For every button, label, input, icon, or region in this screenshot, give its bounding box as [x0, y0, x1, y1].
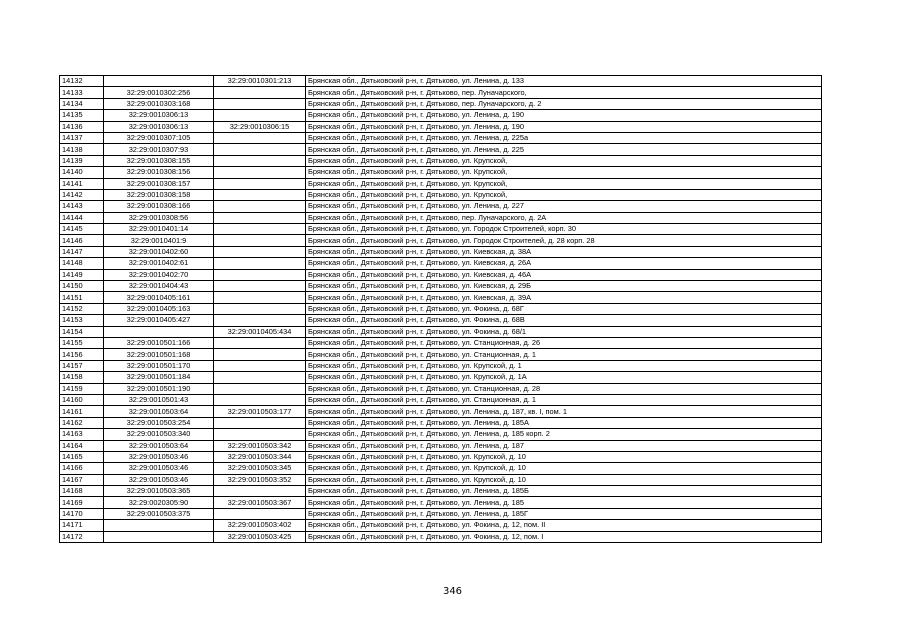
object-cadastral-number-cell — [214, 167, 306, 178]
row-number-cell: 14152 — [60, 303, 104, 314]
cadastral-number-cell: 32:29:0010503:365 — [104, 486, 214, 497]
cadastral-number-cell: 32:29:0010308:166 — [104, 201, 214, 212]
table-row — [60, 383, 822, 394]
address-cell: Брянская обл., Дятьковский р-н, г. Дятьково, ул. Ленина, д. 187, кв. I, пом. 1 — [306, 406, 822, 417]
address-cell: Брянская обл., Дятьковский р-н, г. Дятьково, ул. Крупской, д. 10 — [306, 474, 822, 485]
address-cell: Брянская обл., Дятьковский р-н, г. Дятьково, ул. Крупской, д. 1А — [306, 372, 822, 383]
object-cadastral-number-cell — [214, 360, 306, 371]
object-cadastral-number-cell — [214, 155, 306, 166]
address-cell: Брянская обл., Дятьковский р-н, г. Дятьково, ул. Крупской, д. 10 — [306, 463, 822, 474]
table-row — [60, 246, 822, 257]
cadastral-number-cell: 32:29:0010402:61 — [104, 258, 214, 269]
table-row — [60, 167, 822, 178]
cadastral-number-cell: 32:29:0010405:427 — [104, 315, 214, 326]
property-registry-table — [59, 75, 822, 543]
object-cadastral-number-cell — [214, 349, 306, 360]
table-row — [60, 201, 822, 212]
address-cell: Брянская обл., Дятьковский р-н, г. Дятьково, ул. Ленина, д. 185А — [306, 417, 822, 428]
cadastral-number-cell: 32:29:0010503:46 — [104, 451, 214, 462]
object-cadastral-number-cell: 32:29:0010503:342 — [214, 440, 306, 451]
address-cell: Брянская обл., Дятьковский р-н, г. Дятьково, ул. Крупской, — [306, 167, 822, 178]
table-row — [60, 417, 822, 428]
address-cell: Брянская обл., Дятьковский р-н, г. Дятьково, ул. Ленина, д. 225а — [306, 132, 822, 143]
address-cell: Брянская обл., Дятьковский р-н, г. Дятьково, ул. Городок Строителей, д. 28 корп. 28 — [306, 235, 822, 246]
table-row — [60, 440, 822, 451]
table-row — [60, 406, 822, 417]
row-number-cell: 14148 — [60, 258, 104, 269]
table-row — [60, 372, 822, 383]
row-number-cell: 14164 — [60, 440, 104, 451]
object-cadastral-number-cell: 32:29:0010405:434 — [214, 326, 306, 337]
object-cadastral-number-cell — [214, 235, 306, 246]
address-cell: Брянская обл., Дятьковский р-н, г. Дятьково, ул. Крупской, — [306, 189, 822, 200]
address-cell: Брянская обл., Дятьковский р-н, г. Дятьково, ул. Ленина, д. 133 — [306, 76, 822, 87]
object-cadastral-number-cell — [214, 110, 306, 121]
row-number-cell: 14139 — [60, 155, 104, 166]
row-number-cell: 14169 — [60, 497, 104, 508]
object-cadastral-number-cell: 32:29:0010503:177 — [214, 406, 306, 417]
table-row — [60, 76, 822, 87]
table-row — [60, 121, 822, 132]
row-number-cell: 14147 — [60, 246, 104, 257]
object-cadastral-number-cell: 32:29:0010503:425 — [214, 531, 306, 542]
cadastral-number-cell: 32:29:0010501:168 — [104, 349, 214, 360]
row-number-cell: 14145 — [60, 224, 104, 235]
row-number-cell: 14168 — [60, 486, 104, 497]
table-row — [60, 337, 822, 348]
address-cell: Брянская обл., Дятьковский р-н, г. Дятьково, пер. Луначарского, д. 2А — [306, 212, 822, 223]
cadastral-number-cell: 32:29:0010308:158 — [104, 189, 214, 200]
table-row — [60, 326, 822, 337]
cadastral-number-cell: 32:29:0010307:93 — [104, 144, 214, 155]
address-cell: Брянская обл., Дятьковский р-н, г. Дятьково, ул. Ленина, д. 187 — [306, 440, 822, 451]
table-row — [60, 531, 822, 542]
row-number-cell: 14171 — [60, 520, 104, 531]
cadastral-number-cell: 32:29:0010501:184 — [104, 372, 214, 383]
table-row — [60, 144, 822, 155]
address-cell: Брянская обл., Дятьковский р-н, г. Дятьково, ул. Ленина, д. 227 — [306, 201, 822, 212]
row-number-cell: 14167 — [60, 474, 104, 485]
object-cadastral-number-cell — [214, 337, 306, 348]
cadastral-number-cell — [104, 76, 214, 87]
cadastral-number-cell: 32:29:0010503:46 — [104, 463, 214, 474]
address-cell: Брянская обл., Дятьковский р-н, г. Дятьково, ул. Ленина, д. 185 — [306, 497, 822, 508]
row-number-cell: 14170 — [60, 508, 104, 519]
address-cell: Брянская обл., Дятьковский р-н, г. Дятьково, ул. Станционная, д. 26 — [306, 337, 822, 348]
table-row — [60, 235, 822, 246]
row-number-cell: 14137 — [60, 132, 104, 143]
row-number-cell: 14154 — [60, 326, 104, 337]
cadastral-number-cell: 32:29:0010503:340 — [104, 429, 214, 440]
object-cadastral-number-cell — [214, 201, 306, 212]
address-cell: Брянская обл., Дятьковский р-н, г. Дятьково, ул. Крупской, д. 1 — [306, 360, 822, 371]
object-cadastral-number-cell: 32:29:0010503:345 — [214, 463, 306, 474]
address-cell: Брянская обл., Дятьковский р-н, г. Дятьково, ул. Городок Строителей, корп. 30 — [306, 224, 822, 235]
cadastral-number-cell: 32:29:0010503:46 — [104, 474, 214, 485]
row-number-cell: 14163 — [60, 429, 104, 440]
table-row — [60, 451, 822, 462]
object-cadastral-number-cell — [214, 292, 306, 303]
cadastral-number-cell: 32:29:0010303:168 — [104, 98, 214, 109]
row-number-cell: 14141 — [60, 178, 104, 189]
address-cell: Брянская обл., Дятьковский р-н, г. Дятьково, ул. Ленина, д. 225 — [306, 144, 822, 155]
object-cadastral-number-cell — [214, 258, 306, 269]
address-cell: Брянская обл., Дятьковский р-н, г. Дятьково, ул. Ленина, д. 190 — [306, 110, 822, 121]
cadastral-number-cell: 32:29:0010402:70 — [104, 269, 214, 280]
object-cadastral-number-cell: 32:29:0010503:402 — [214, 520, 306, 531]
row-number-cell: 14144 — [60, 212, 104, 223]
object-cadastral-number-cell — [214, 303, 306, 314]
page-number: 346 — [442, 586, 463, 597]
table-row — [60, 360, 822, 371]
object-cadastral-number-cell — [214, 87, 306, 98]
address-cell: Брянская обл., Дятьковский р-н, г. Дятьково, ул. Крупской, — [306, 155, 822, 166]
address-cell: Брянская обл., Дятьковский р-н, г. Дятьково, ул. Киевская, д. 39А — [306, 292, 822, 303]
table-row — [60, 98, 822, 109]
table-row — [60, 486, 822, 497]
table-row — [60, 394, 822, 405]
address-cell: Брянская обл., Дятьковский р-н, г. Дятьково, ул. Фокина, д. 68Г — [306, 303, 822, 314]
address-cell: Брянская обл., Дятьковский р-н, г. Дятьково, ул. Станционная, д. 1 — [306, 394, 822, 405]
object-cadastral-number-cell — [214, 246, 306, 257]
address-cell: Брянская обл., Дятьковский р-н, г. Дятьково, ул. Станционная, д. 28 — [306, 383, 822, 394]
row-number-cell: 14172 — [60, 531, 104, 542]
cadastral-number-cell: 32:29:0010503:375 — [104, 508, 214, 519]
table-row — [60, 508, 822, 519]
address-cell: Брянская обл., Дятьковский р-н, г. Дятьково, пер. Луначарского, д. 2 — [306, 98, 822, 109]
table-body — [60, 76, 822, 543]
object-cadastral-number-cell — [214, 189, 306, 200]
object-cadastral-number-cell — [214, 417, 306, 428]
object-cadastral-number-cell: 32:29:0010301:213 — [214, 76, 306, 87]
object-cadastral-number-cell — [214, 394, 306, 405]
row-number-cell: 14161 — [60, 406, 104, 417]
address-cell: Брянская обл., Дятьковский р-н, г. Дятьково, пер. Луначарского, — [306, 87, 822, 98]
cadastral-number-cell: 32:29:0010308:155 — [104, 155, 214, 166]
object-cadastral-number-cell: 32:29:0010503:367 — [214, 497, 306, 508]
row-number-cell: 14132 — [60, 76, 104, 87]
table-row — [60, 292, 822, 303]
row-number-cell: 14162 — [60, 417, 104, 428]
row-number-cell: 14158 — [60, 372, 104, 383]
row-number-cell: 14136 — [60, 121, 104, 132]
object-cadastral-number-cell — [214, 212, 306, 223]
table-row — [60, 212, 822, 223]
row-number-cell: 14159 — [60, 383, 104, 394]
address-cell: Брянская обл., Дятьковский р-н, г. Дятьково, ул. Фокина, д. 68В — [306, 315, 822, 326]
table-row — [60, 520, 822, 531]
cadastral-number-cell: 32:29:0010501:43 — [104, 394, 214, 405]
row-number-cell: 14165 — [60, 451, 104, 462]
row-number-cell: 14149 — [60, 269, 104, 280]
address-cell: Брянская обл., Дятьковский р-н, г. Дятьково, ул. Крупской, — [306, 178, 822, 189]
row-number-cell: 14151 — [60, 292, 104, 303]
cadastral-number-cell: 32:29:0010405:163 — [104, 303, 214, 314]
address-cell: Брянская обл., Дятьковский р-н, г. Дятьково, ул. Ленина, д. 185Г — [306, 508, 822, 519]
table-row — [60, 189, 822, 200]
cadastral-number-cell: 32:29:0010308:56 — [104, 212, 214, 223]
cadastral-number-cell: 32:29:0010308:157 — [104, 178, 214, 189]
address-cell: Брянская обл., Дятьковский р-н, г. Дятьково, ул. Ленина, д. 185 корп. 2 — [306, 429, 822, 440]
object-cadastral-number-cell — [214, 178, 306, 189]
cadastral-number-cell: 32:29:0010402:60 — [104, 246, 214, 257]
cadastral-number-cell: 32:29:0010401:14 — [104, 224, 214, 235]
row-number-cell: 14153 — [60, 315, 104, 326]
address-cell: Брянская обл., Дятьковский р-н, г. Дятьково, ул. Фокина, д. 12, пом. II — [306, 520, 822, 531]
cadastral-number-cell: 32:29:0010503:254 — [104, 417, 214, 428]
address-cell: Брянская обл., Дятьковский р-н, г. Дятьково, ул. Киевская, д. 29Б — [306, 281, 822, 292]
cadastral-number-cell: 32:29:0010306:13 — [104, 110, 214, 121]
cadastral-number-cell: 32:29:0010306:13 — [104, 121, 214, 132]
table-row — [60, 281, 822, 292]
object-cadastral-number-cell — [214, 269, 306, 280]
cadastral-number-cell: 32:29:0010307:105 — [104, 132, 214, 143]
row-number-cell: 14143 — [60, 201, 104, 212]
address-cell: Брянская обл., Дятьковский р-н, г. Дятьково, ул. Станционная, д. 1 — [306, 349, 822, 360]
object-cadastral-number-cell: 32:29:0010503:344 — [214, 451, 306, 462]
address-cell: Брянская обл., Дятьковский р-н, г. Дятьково, ул. Ленина, д. 185Б — [306, 486, 822, 497]
address-cell: Брянская обл., Дятьковский р-н, г. Дятьково, ул. Фокина, д. 12, пом. I — [306, 531, 822, 542]
row-number-cell: 14150 — [60, 281, 104, 292]
row-number-cell: 14138 — [60, 144, 104, 155]
cadastral-number-cell: 32:29:0010501:166 — [104, 337, 214, 348]
address-cell: Брянская обл., Дятьковский р-н, г. Дятьково, ул. Киевская, д. 46А — [306, 269, 822, 280]
row-number-cell: 14156 — [60, 349, 104, 360]
object-cadastral-number-cell — [214, 144, 306, 155]
row-number-cell: 14160 — [60, 394, 104, 405]
object-cadastral-number-cell — [214, 383, 306, 394]
cadastral-number-cell: 32:29:0010501:170 — [104, 360, 214, 371]
object-cadastral-number-cell — [214, 508, 306, 519]
cadastral-number-cell: 32:29:0010308:156 — [104, 167, 214, 178]
address-cell: Брянская обл., Дятьковский р-н, г. Дятьково, ул. Фокина, д. 68/1 — [306, 326, 822, 337]
cadastral-number-cell: 32:29:0020305:90 — [104, 497, 214, 508]
row-number-cell: 14155 — [60, 337, 104, 348]
cadastral-number-cell: 32:29:0010404:43 — [104, 281, 214, 292]
cadastral-number-cell — [104, 520, 214, 531]
table-row — [60, 110, 822, 121]
table-row — [60, 497, 822, 508]
address-cell: Брянская обл., Дятьковский р-н, г. Дятьково, ул. Киевская, д. 38А — [306, 246, 822, 257]
row-number-cell: 14134 — [60, 98, 104, 109]
object-cadastral-number-cell — [214, 486, 306, 497]
table-row — [60, 474, 822, 485]
row-number-cell: 14133 — [60, 87, 104, 98]
object-cadastral-number-cell — [214, 372, 306, 383]
object-cadastral-number-cell — [214, 281, 306, 292]
cadastral-number-cell: 32:29:0010501:190 — [104, 383, 214, 394]
table-row — [60, 132, 822, 143]
cadastral-number-cell: 32:29:0010405:161 — [104, 292, 214, 303]
object-cadastral-number-cell — [214, 315, 306, 326]
cadastral-number-cell — [104, 326, 214, 337]
table-row — [60, 269, 822, 280]
table-row — [60, 178, 822, 189]
row-number-cell: 14142 — [60, 189, 104, 200]
table-row — [60, 349, 822, 360]
object-cadastral-number-cell: 32:29:0010503:352 — [214, 474, 306, 485]
cadastral-number-cell: 32:29:0010401:9 — [104, 235, 214, 246]
cadastral-number-cell — [104, 531, 214, 542]
table-row — [60, 315, 822, 326]
table-row — [60, 463, 822, 474]
row-number-cell: 14166 — [60, 463, 104, 474]
cadastral-number-cell: 32:29:0010302:256 — [104, 87, 214, 98]
table-row — [60, 429, 822, 440]
object-cadastral-number-cell — [214, 132, 306, 143]
table-row — [60, 258, 822, 269]
row-number-cell: 14146 — [60, 235, 104, 246]
table-row — [60, 155, 822, 166]
object-cadastral-number-cell — [214, 98, 306, 109]
cadastral-number-cell: 32:29:0010503:64 — [104, 440, 214, 451]
object-cadastral-number-cell: 32:29:0010306:15 — [214, 121, 306, 132]
table-row — [60, 303, 822, 314]
object-cadastral-number-cell — [214, 224, 306, 235]
row-number-cell: 14140 — [60, 167, 104, 178]
cadastral-number-cell: 32:29:0010503:64 — [104, 406, 214, 417]
table-row — [60, 87, 822, 98]
table-row — [60, 224, 822, 235]
address-cell: Брянская обл., Дятьковский р-н, г. Дятьково, ул. Ленина, д. 190 — [306, 121, 822, 132]
row-number-cell: 14135 — [60, 110, 104, 121]
address-cell: Брянская обл., Дятьковский р-н, г. Дятьково, ул. Крупской, д. 10 — [306, 451, 822, 462]
address-cell: Брянская обл., Дятьковский р-н, г. Дятьково, ул. Киевская, д. 26А — [306, 258, 822, 269]
object-cadastral-number-cell — [214, 429, 306, 440]
row-number-cell: 14157 — [60, 360, 104, 371]
